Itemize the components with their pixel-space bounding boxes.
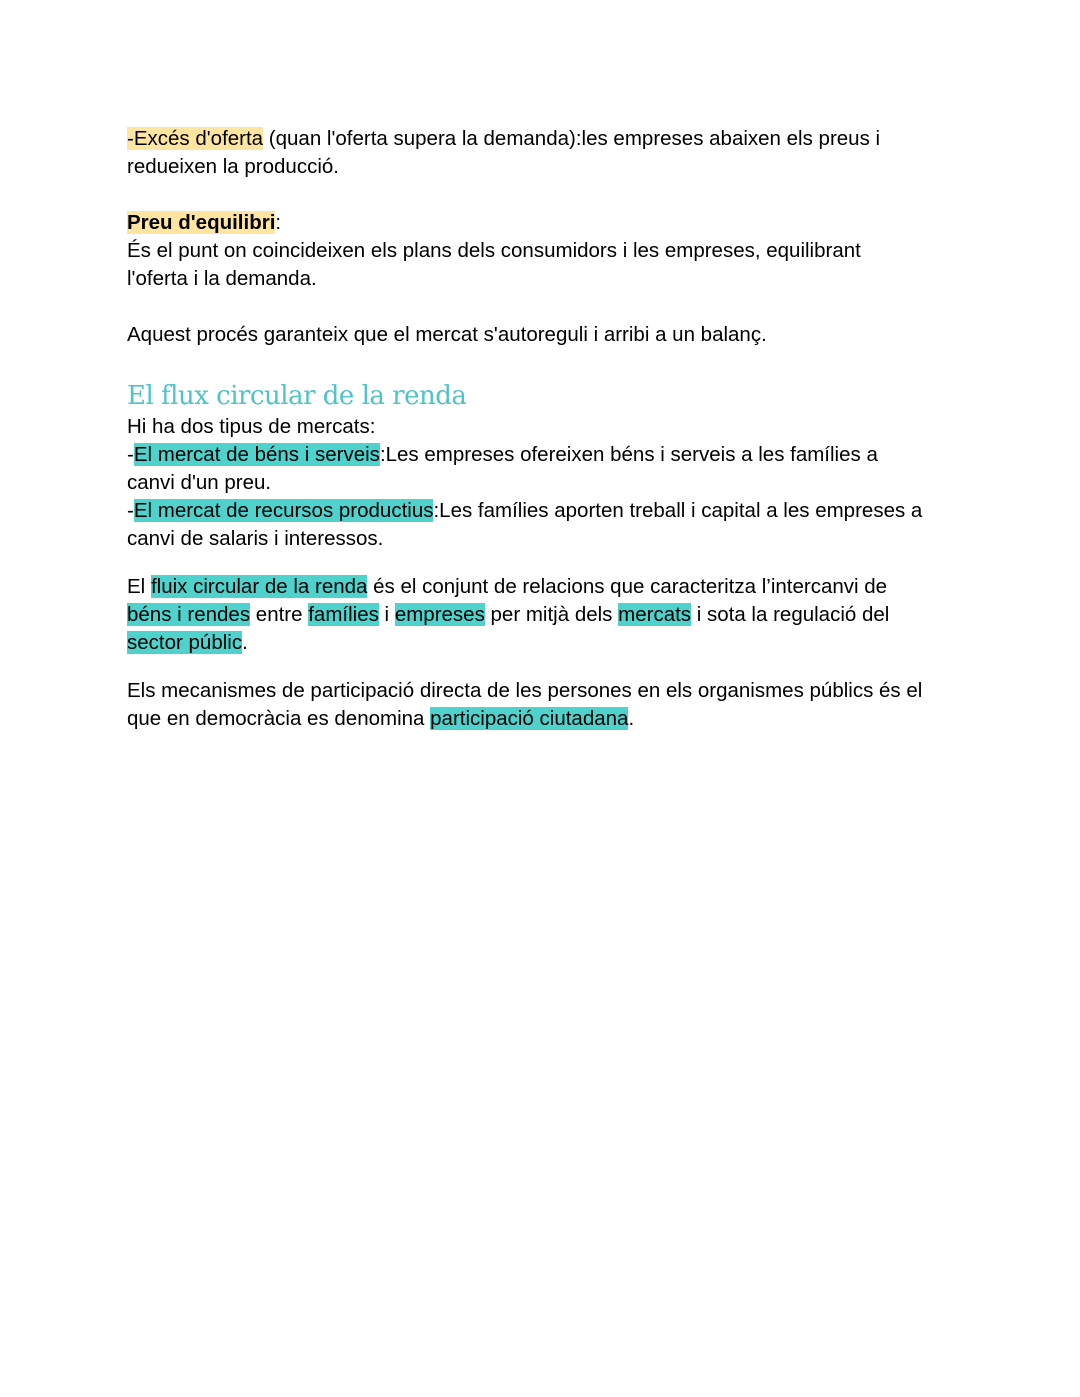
goods-services-market-item: [127, 441, 957, 497]
equilibrium-price-definition: [127, 237, 957, 293]
excess-supply-text-line1: (quan l'oferta supera la demanda):les empreses abaixen els preus i: [263, 127, 881, 150]
text-fragment: i sota la regulació del: [691, 603, 890, 626]
goods-services-market-text-line2: canvi d'un preu.: [127, 471, 272, 494]
productive-resources-market-term: El mercat de recursos productius: [133, 499, 434, 522]
highlight-public-sector: sector públic: [127, 631, 243, 654]
text-fragment: El: [127, 575, 151, 598]
document-page: [127, 125, 957, 733]
equilibrium-definition-line1: És el punt on coincideixen els plans dels consumidors i les empreses, equilibrant: [127, 239, 861, 262]
text-fragment: i: [378, 603, 395, 626]
text-fragment: per mitjà dels: [484, 603, 619, 626]
balance-sentence: Aquest procés garanteix que el mercat s'autoreguli i arribi a un balanç.: [127, 323, 767, 346]
productive-resources-market-item: [127, 497, 957, 553]
list-dash: -: [127, 499, 134, 522]
highlight-goods-income: béns i rendes: [127, 603, 251, 626]
highlight-circular-flow: fluix circular de la renda: [150, 575, 368, 598]
goods-services-market-text-line1: :Les empreses ofereixen béns i serveis a les famílies a: [379, 443, 878, 466]
highlight-families: famílies: [308, 603, 379, 626]
goods-services-market-term: El mercat de béns i serveis: [133, 443, 380, 466]
equilibrium-price-heading: [127, 209, 957, 237]
text-fragment: és el conjunt de relacions que caracteritza l’intercanvi de: [367, 575, 888, 598]
highlight-citizen-participation: participació ciutadana: [430, 707, 629, 730]
markets-intro: Hi ha dos tipus de mercats:: [127, 415, 376, 438]
section-heading-circular-flow: El flux circular de la renda: [127, 381, 467, 411]
highlight-markets: mercats: [618, 603, 692, 626]
highlight-companies: empreses: [394, 603, 485, 626]
excess-supply-paragraph: [127, 125, 957, 181]
text-fragment: .: [242, 631, 248, 654]
text-fragment: que en democràcia es denomina: [127, 707, 431, 730]
circular-flow-paragraph: [127, 573, 957, 657]
list-dash: -: [127, 443, 134, 466]
text-fragment: entre: [250, 603, 309, 626]
participation-line1: Els mecanismes de participació directa de les persones en els organismes públics és el: [127, 679, 923, 702]
equilibrium-definition-line2: l'oferta i la demanda.: [127, 267, 317, 290]
excess-supply-term: -Excés d'oferta: [127, 127, 264, 150]
text-fragment: .: [628, 707, 635, 730]
productive-resources-market-text-line2: canvi de salaris i interessos.: [127, 527, 384, 550]
productive-resources-market-text-line1: :Les famílies aporten treball i capital a les empreses a: [433, 499, 923, 522]
citizen-participation-paragraph: [127, 677, 957, 733]
equilibrium-colon: :: [275, 211, 282, 234]
excess-supply-text-line2: redueixen la producció.: [127, 155, 339, 178]
equilibrium-price-term: Preu d'equilibri: [127, 211, 276, 234]
